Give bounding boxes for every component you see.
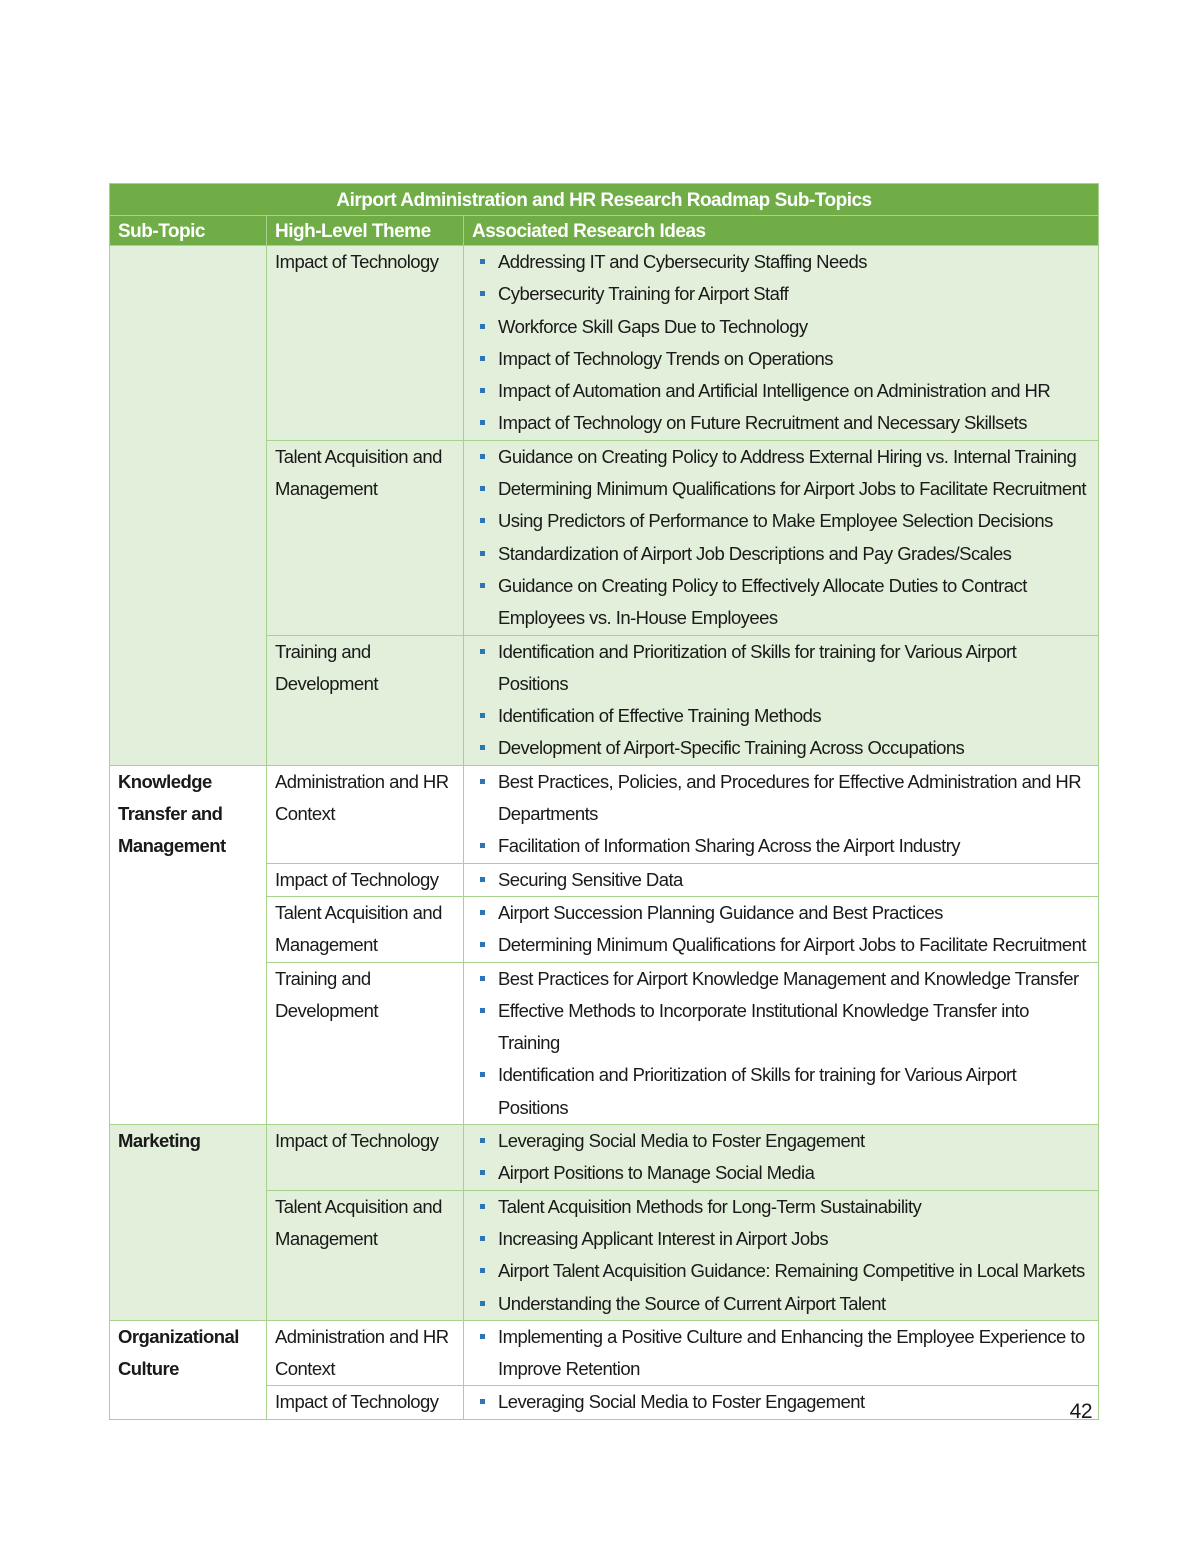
idea-item: Identification and Prioritization of Skills for training for Various Airport Positions: [472, 1059, 1090, 1124]
ideas-list: [472, 1125, 1090, 1190]
theme-cell: Talent Acquisition and Management: [267, 1190, 464, 1320]
idea-item: Impact of Technology on Future Recruitment and Necessary Skillsets: [472, 407, 1090, 439]
idea-item: Best Practices, Policies, and Procedures for Effective Administration and HR Departments: [472, 766, 1090, 831]
ideas-cell: [464, 962, 1099, 1124]
table-row: [110, 1125, 1099, 1191]
idea-item: Securing Sensitive Data: [472, 864, 1090, 896]
header-theme: High-Level Theme: [267, 216, 464, 246]
theme-cell: Talent Acquisition and Management: [267, 440, 464, 635]
ideas-cell: [464, 896, 1099, 962]
idea-item: Identification of Effective Training Methods: [472, 700, 1090, 732]
ideas-cell: [464, 1386, 1099, 1419]
idea-item: Cybersecurity Training for Airport Staff: [472, 278, 1090, 310]
idea-item: Airport Positions to Manage Social Media: [472, 1157, 1090, 1189]
ideas-list: [472, 963, 1090, 1124]
idea-item: Implementing a Positive Culture and Enhancing the Employee Experience to Improve Retention: [472, 1321, 1090, 1386]
idea-item: Determining Minimum Qualifications for Airport Jobs to Facilitate Recruitment: [472, 929, 1090, 961]
table-title: Airport Administration and HR Research Roadmap Sub-Topics: [110, 184, 1099, 216]
ideas-cell: [464, 440, 1099, 635]
idea-item: Guidance on Creating Policy to Address External Hiring vs. Internal Training: [472, 441, 1090, 473]
ideas-cell: [464, 1125, 1099, 1191]
ideas-list: [472, 897, 1090, 962]
theme-cell: Impact of Technology: [267, 863, 464, 896]
subtopic-cell: Marketing: [110, 1125, 267, 1321]
theme-cell: Training and Development: [267, 962, 464, 1124]
ideas-list: [472, 1191, 1090, 1320]
theme-cell: Administration and HR Context: [267, 1320, 464, 1386]
ideas-list: [472, 441, 1090, 635]
idea-item: Guidance on Creating Policy to Effectively Allocate Duties to Contract Employees vs. In-House Employees: [472, 570, 1090, 635]
ideas-list: [472, 864, 1090, 896]
idea-item: Increasing Applicant Interest in Airport Jobs: [472, 1223, 1090, 1255]
idea-item: Leveraging Social Media to Foster Engagement: [472, 1125, 1090, 1157]
idea-item: Using Predictors of Performance to Make Employee Selection Decisions: [472, 505, 1090, 537]
table-title-row: [110, 184, 1099, 216]
idea-item: Facilitation of Information Sharing Across the Airport Industry: [472, 830, 1090, 862]
subtopic-cell: Organizational Culture: [110, 1320, 267, 1419]
theme-cell: Training and Development: [267, 635, 464, 765]
idea-item: Leveraging Social Media to Foster Engagement: [472, 1386, 1090, 1418]
roadmap-table: [109, 183, 1099, 1420]
ideas-list: [472, 1321, 1090, 1386]
idea-item: Identification and Prioritization of Skills for training for Various Airport Positions: [472, 636, 1090, 701]
idea-item: Best Practices for Airport Knowledge Management and Knowledge Transfer: [472, 963, 1090, 995]
ideas-list: [472, 246, 1090, 440]
idea-item: Workforce Skill Gaps Due to Technology: [472, 311, 1090, 343]
ideas-cell: [464, 1190, 1099, 1320]
ideas-cell: [464, 246, 1099, 441]
page-number: 42: [1069, 1400, 1092, 1423]
idea-item: Determining Minimum Qualifications for Airport Jobs to Facilitate Recruitment: [472, 473, 1090, 505]
theme-cell: Impact of Technology: [267, 246, 464, 441]
ideas-cell: [464, 765, 1099, 863]
idea-item: Impact of Technology Trends on Operations: [472, 343, 1090, 375]
idea-item: Effective Methods to Incorporate Institutional Knowledge Transfer into Training: [472, 995, 1090, 1060]
idea-item: Talent Acquisition Methods for Long-Term Sustainability: [472, 1191, 1090, 1223]
ideas-cell: [464, 1320, 1099, 1386]
header-ideas: Associated Research Ideas: [464, 216, 1099, 246]
idea-item: Development of Airport-Specific Training Across Occupations: [472, 732, 1090, 764]
idea-item: Understanding the Source of Current Airport Talent: [472, 1288, 1090, 1320]
table-row: [110, 246, 1099, 441]
subtopic-cell: [110, 246, 267, 766]
ideas-list: [472, 766, 1090, 863]
table-header-row: [110, 216, 1099, 246]
theme-cell: Administration and HR Context: [267, 765, 464, 863]
theme-cell: Impact of Technology: [267, 1386, 464, 1419]
table-row: [110, 765, 1099, 863]
theme-cell: Impact of Technology: [267, 1125, 464, 1191]
header-subtopic: Sub-Topic: [110, 216, 267, 246]
table-row: [110, 1320, 1099, 1386]
idea-item: Airport Succession Planning Guidance and Best Practices: [472, 897, 1090, 929]
ideas-cell: [464, 863, 1099, 896]
idea-item: Standardization of Airport Job Descriptions and Pay Grades/Scales: [472, 538, 1090, 570]
idea-item: Impact of Automation and Artificial Intelligence on Administration and HR: [472, 375, 1090, 407]
idea-item: Addressing IT and Cybersecurity Staffing Needs: [472, 246, 1090, 278]
ideas-list: [472, 1386, 1090, 1418]
subtopic-cell: Knowledge Transfer and Management: [110, 765, 267, 1124]
ideas-list: [472, 636, 1090, 765]
ideas-cell: [464, 635, 1099, 765]
theme-cell: Talent Acquisition and Management: [267, 896, 464, 962]
idea-item: Airport Talent Acquisition Guidance: Remaining Competitive in Local Markets: [472, 1255, 1090, 1287]
